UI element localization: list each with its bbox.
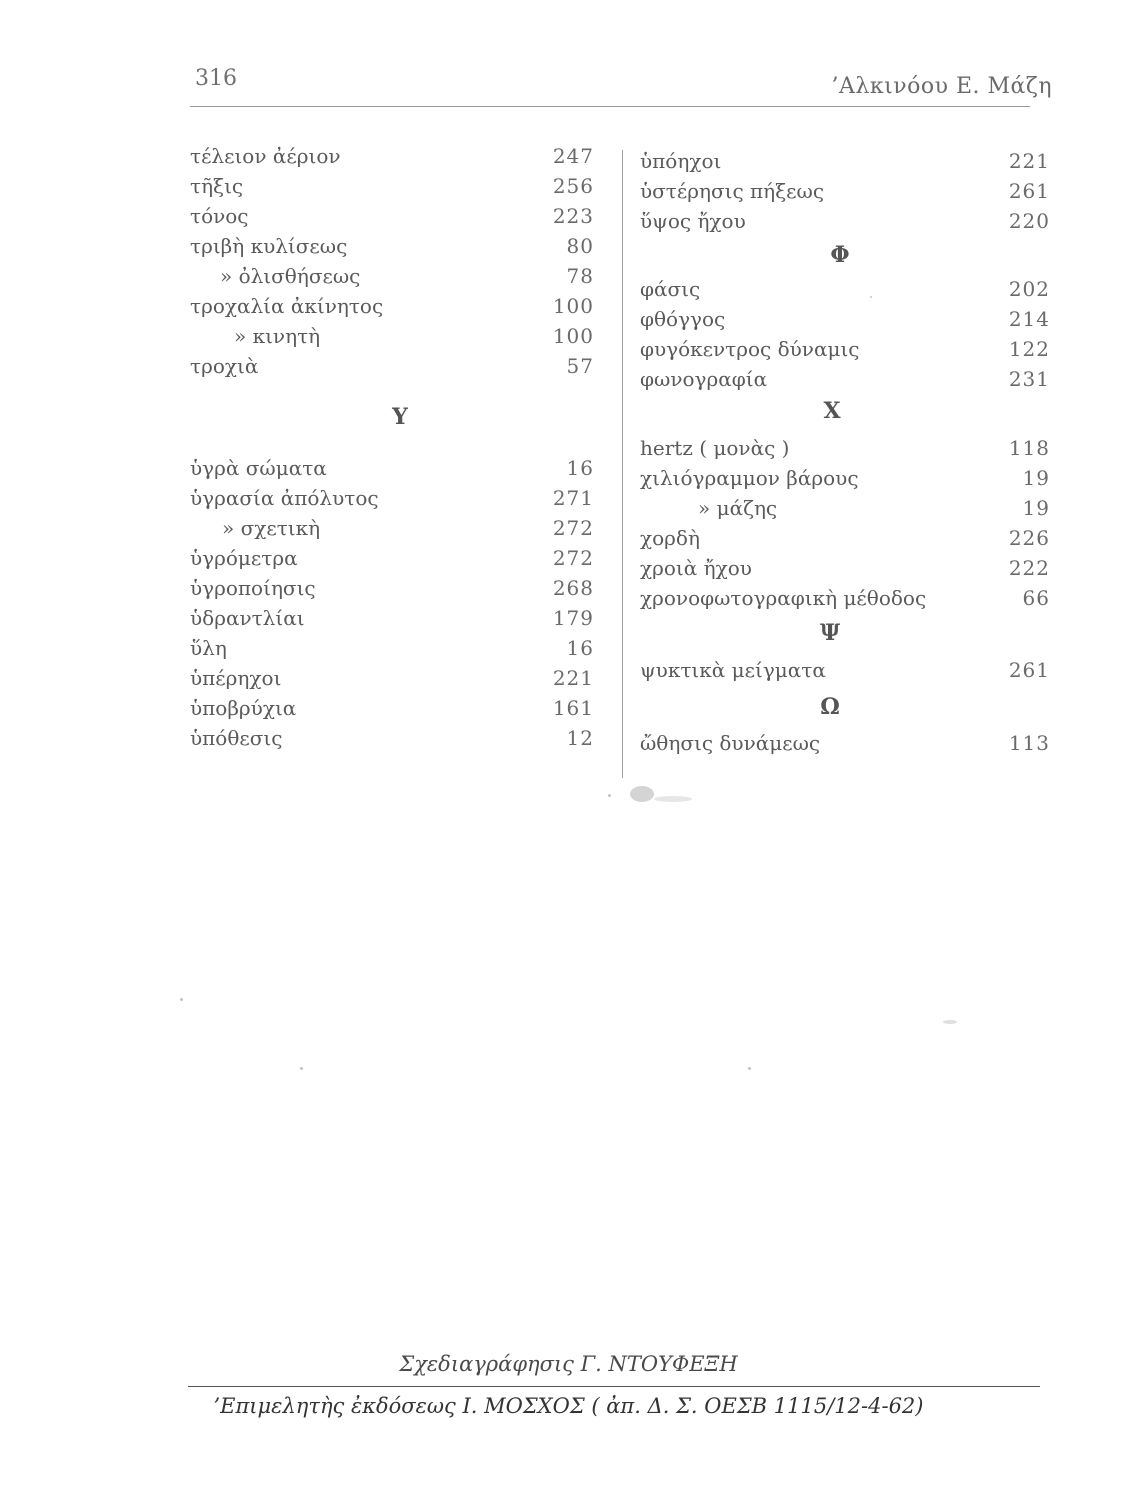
drafting-credit: Σχεδιαγράφησις Γ. ΝΤΟΥΦΕΞΗ bbox=[399, 1352, 738, 1376]
index-term: ὑγρόμετρα bbox=[190, 546, 298, 570]
index-page: 66 bbox=[1022, 586, 1050, 610]
scan-smudge bbox=[654, 796, 692, 802]
index-page: 272 bbox=[552, 546, 594, 570]
index-term: ὑπέρηχοι bbox=[190, 666, 282, 690]
section-letter-psi: Ψ bbox=[819, 620, 841, 646]
index-page: 57 bbox=[566, 354, 594, 378]
index-page: 221 bbox=[552, 666, 594, 690]
scan-smudge bbox=[630, 786, 654, 802]
index-entry bbox=[190, 144, 594, 174]
index-page: 256 bbox=[552, 174, 594, 198]
index-page: 271 bbox=[552, 486, 594, 510]
index-page: 100 bbox=[552, 294, 594, 318]
index-page: 78 bbox=[566, 264, 594, 288]
index-page: 261 bbox=[1008, 179, 1050, 203]
index-entry bbox=[640, 179, 1050, 209]
index-page: 226 bbox=[1008, 526, 1050, 550]
index-page: 19 bbox=[1022, 466, 1050, 490]
index-page: 222 bbox=[1008, 556, 1050, 580]
index-page: 179 bbox=[552, 606, 594, 630]
index-term: ὑπόηχοι bbox=[640, 149, 722, 173]
index-entry bbox=[190, 546, 594, 576]
index-term: φθόγγος bbox=[640, 307, 726, 331]
index-term: φυγόκεντρος δύναμις bbox=[640, 337, 860, 361]
index-entry bbox=[190, 324, 594, 354]
index-term: hertz ( μονὰς ) bbox=[640, 436, 790, 460]
index-entry bbox=[190, 696, 594, 726]
section-letter-upsilon: Υ bbox=[392, 404, 408, 430]
index-term: ὑγρὰ σώματα bbox=[190, 456, 327, 480]
index-entry bbox=[640, 209, 1050, 239]
index-entry bbox=[190, 234, 594, 264]
index-page: 268 bbox=[552, 576, 594, 600]
scan-speck bbox=[748, 1067, 751, 1070]
index-entry bbox=[190, 606, 594, 636]
index-page: 202 bbox=[1008, 277, 1050, 301]
index-term: ὑγροποίησις bbox=[190, 576, 316, 600]
index-term: χιλιόγραμμον βάρους bbox=[640, 466, 859, 490]
index-entry bbox=[190, 666, 594, 696]
index-entry bbox=[640, 466, 1050, 496]
section-letter-phi: Φ bbox=[830, 242, 850, 268]
index-page: 12 bbox=[566, 726, 594, 750]
index-term: ὕλη bbox=[190, 636, 227, 660]
index-entry bbox=[190, 516, 594, 546]
index-entry bbox=[190, 264, 594, 294]
scan-speck bbox=[870, 296, 872, 298]
header-rule bbox=[190, 106, 1030, 107]
index-entry bbox=[640, 658, 1050, 688]
index-page: 161 bbox=[552, 696, 594, 720]
index-entry bbox=[640, 337, 1050, 367]
index-entry bbox=[640, 149, 1050, 179]
index-page: 272 bbox=[552, 516, 594, 540]
index-term: ὑγρασία ἀπόλυτος bbox=[190, 486, 379, 510]
index-page: 221 bbox=[1008, 149, 1050, 173]
index-term: τροχιὰ bbox=[190, 354, 259, 378]
index-entry bbox=[640, 731, 1050, 761]
index-entry bbox=[640, 367, 1050, 397]
index-entry bbox=[190, 174, 594, 204]
index-term: » ὀλισθήσεως bbox=[220, 264, 361, 288]
index-entry bbox=[640, 277, 1050, 307]
index-entry bbox=[640, 436, 1050, 466]
index-term: ὑδραντλίαι bbox=[190, 606, 305, 630]
index-page: 261 bbox=[1008, 658, 1050, 682]
index-page: 19 bbox=[1022, 496, 1050, 520]
section-letter-chi: Χ bbox=[823, 398, 841, 424]
index-term: χροιὰ ἤχου bbox=[640, 556, 752, 580]
index-term: ψυκτικὰ μείγματα bbox=[640, 658, 826, 682]
index-page: 214 bbox=[1008, 307, 1050, 331]
index-term: ὕψος ἤχου bbox=[640, 209, 746, 233]
running-head: ’Αλκινόου Ε. Μάζη bbox=[831, 74, 1052, 99]
index-term: τόνος bbox=[190, 204, 249, 228]
index-term: φωνογραφία bbox=[640, 367, 768, 391]
index-term: » μάζης bbox=[698, 496, 778, 520]
index-term: τροχαλία ἀκίνητος bbox=[190, 294, 384, 318]
index-page: 118 bbox=[1008, 436, 1050, 460]
scan-speck bbox=[180, 998, 183, 1001]
index-entry bbox=[190, 294, 594, 324]
index-term: ὑπόθεσις bbox=[190, 726, 283, 750]
index-page: 223 bbox=[552, 204, 594, 228]
index-term: χορδὴ bbox=[640, 526, 700, 550]
index-entry bbox=[190, 636, 594, 666]
footer-rule bbox=[188, 1386, 1040, 1387]
index-entry bbox=[640, 586, 1050, 616]
index-entry bbox=[640, 496, 1050, 526]
index-term: ὤθησις δυνάμεως bbox=[640, 731, 821, 755]
index-entry bbox=[640, 526, 1050, 556]
column-divider bbox=[622, 150, 623, 778]
index-page: 122 bbox=[1008, 337, 1050, 361]
index-entry bbox=[190, 486, 594, 516]
index-entry bbox=[190, 456, 594, 486]
index-page: 80 bbox=[566, 234, 594, 258]
index-term: ὑποβρύχια bbox=[190, 696, 297, 720]
index-term: ὑστέρησις πήξεως bbox=[640, 179, 825, 203]
index-page: 113 bbox=[1008, 731, 1050, 755]
editor-credit: ’Επιμελητὴς ἐκδόσεως Ι. ΜΟΣΧΟΣ ( ἀπ. Δ. Σ. ΟΕΣΒ 1115/12-4-62) bbox=[213, 1394, 924, 1418]
index-page: 220 bbox=[1008, 209, 1050, 233]
index-page: 16 bbox=[566, 636, 594, 660]
index-term: » σχετικὴ bbox=[222, 516, 321, 540]
scan-speck bbox=[300, 1067, 303, 1070]
index-term: τῆξις bbox=[190, 174, 244, 198]
index-page: 100 bbox=[552, 324, 594, 348]
index-entry bbox=[190, 726, 594, 756]
scan-smudge bbox=[943, 1020, 957, 1024]
index-entry bbox=[640, 556, 1050, 586]
section-letter-omega: Ω bbox=[820, 694, 840, 720]
index-entry bbox=[190, 576, 594, 606]
index-page: 247 bbox=[552, 144, 594, 168]
page-number: 316 bbox=[195, 66, 237, 91]
index-term: τέλειον ἀέριον bbox=[190, 144, 341, 168]
index-entry bbox=[190, 354, 594, 384]
index-page: 16 bbox=[566, 456, 594, 480]
index-entry bbox=[640, 307, 1050, 337]
index-term: » κινητὴ bbox=[234, 324, 321, 348]
index-term: φάσις bbox=[640, 277, 701, 301]
index-page: 231 bbox=[1008, 367, 1050, 391]
index-term: χρονοφωτογραφικὴ μέθοδος bbox=[640, 586, 927, 610]
index-entry bbox=[190, 204, 594, 234]
scan-speck bbox=[608, 794, 611, 797]
index-term: τριβὴ κυλίσεως bbox=[190, 234, 348, 258]
